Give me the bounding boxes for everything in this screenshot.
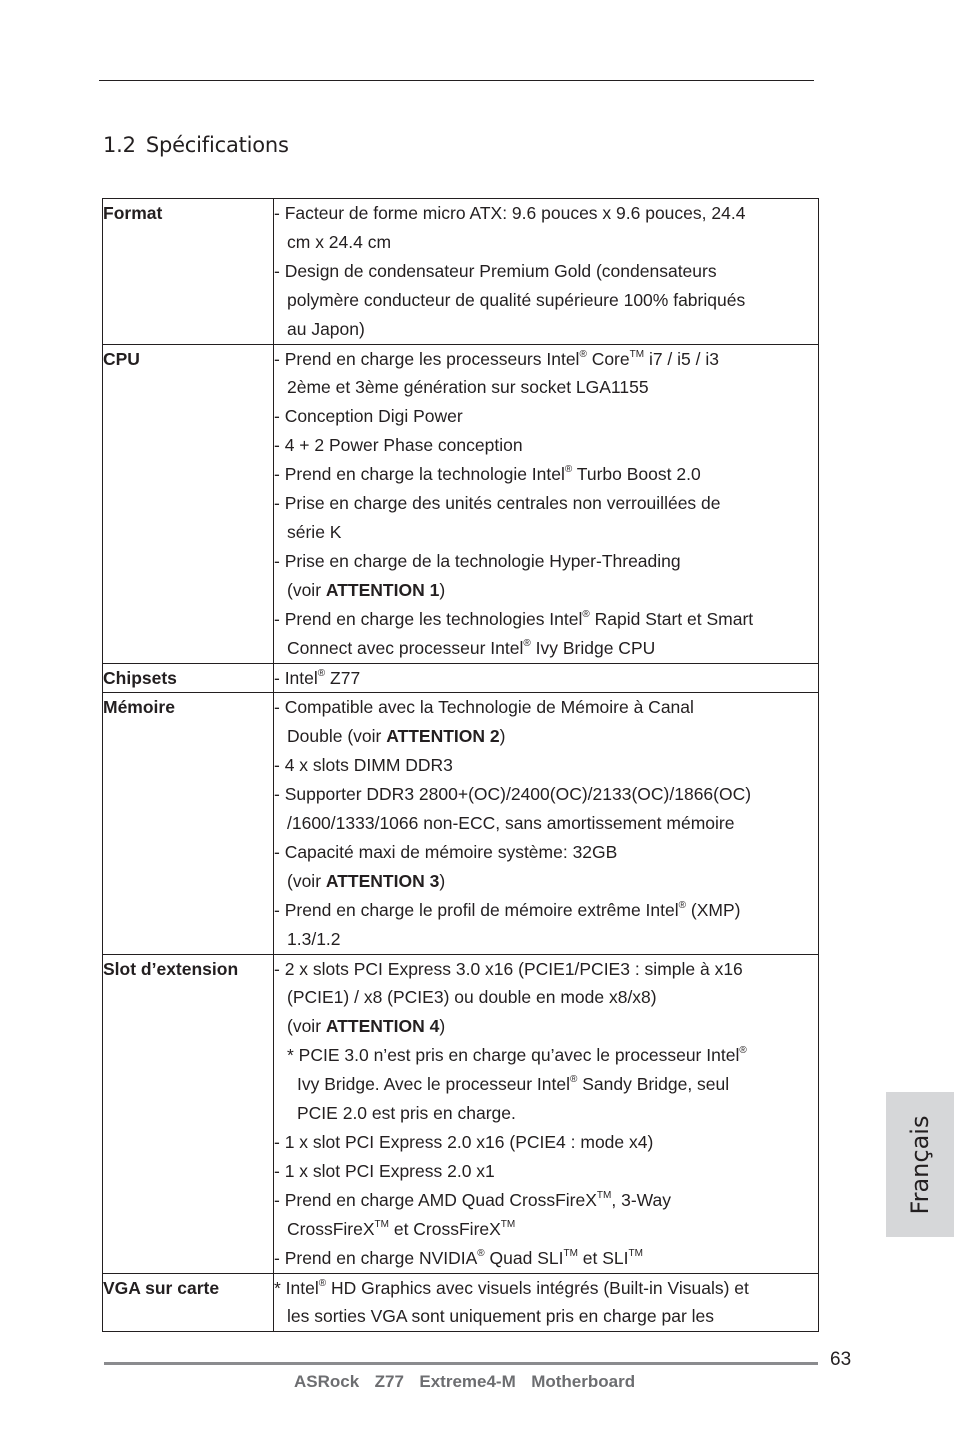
spec-line — [274, 1215, 818, 1244]
spec-line — [274, 547, 818, 576]
spec-line — [274, 576, 818, 605]
footer-rule — [104, 1362, 818, 1365]
spec-text: - Prend en charge les technologies Intel — [274, 608, 583, 629]
section-number: 1.2 — [103, 133, 136, 157]
spec-text: - Prend en charge les processeurs Intel — [274, 348, 580, 369]
spec-text: - Prend en charge le profil de mémoire extrême Intel — [274, 899, 679, 920]
spec-line — [274, 925, 818, 954]
spec-line — [274, 1244, 818, 1273]
spec-label: CPU — [103, 344, 274, 663]
spec-row — [103, 344, 819, 663]
spec-text: - Prend en charge la technologie Intel — [274, 464, 565, 485]
superscript-mark: TM — [563, 1247, 578, 1259]
spec-line — [274, 315, 818, 344]
page-number: 63 — [830, 1349, 852, 1370]
spec-line — [274, 780, 818, 809]
spec-line — [274, 1157, 818, 1186]
superscript-mark: ® — [564, 464, 573, 476]
spec-text: et SLI — [577, 1247, 629, 1268]
spec-text: - Compatible avec la Technologie de Mémoire à Canal — [274, 697, 694, 718]
spec-line — [274, 838, 818, 867]
spec-content — [274, 663, 819, 693]
top-rule — [99, 80, 814, 81]
spec-text: Core — [586, 348, 630, 369]
spec-text: * Intel — [274, 1277, 319, 1298]
spec-content — [274, 693, 819, 954]
spec-text: au Japon) — [287, 318, 365, 339]
spec-text: - 4 + 2 Power Phase conception — [274, 435, 523, 456]
spec-text: Connect avec processeur Intel — [287, 637, 524, 658]
spec-text: - Prend en charge NVIDIA — [274, 1247, 478, 1268]
spec-text: ) — [499, 726, 506, 747]
spec-text: ) — [439, 579, 446, 600]
spec-text: ) — [439, 1016, 446, 1037]
spec-line — [274, 518, 818, 547]
spec-line — [274, 489, 818, 518]
superscript-mark: TM — [629, 348, 645, 360]
spec-line — [274, 1274, 818, 1303]
spec-text: CrossFireX — [287, 1218, 375, 1239]
emphasis-text: ATTENTION 4 — [325, 1016, 440, 1037]
spec-text: - Prise en charge de la technologie Hyper-Threading — [274, 550, 681, 571]
superscript-mark: TM — [374, 1218, 389, 1230]
spec-content — [274, 344, 819, 663]
spec-line — [274, 751, 818, 780]
spec-row — [103, 954, 819, 1273]
superscript-mark: ® — [477, 1247, 485, 1259]
superscript-mark: ® — [582, 608, 590, 620]
spec-line — [274, 1186, 818, 1215]
spec-line — [274, 1302, 818, 1331]
spec-text: - Facteur de forme micro ATX: 9.6 pouces x 9.6 pouces, 24.4 — [274, 203, 746, 223]
emphasis-text: ATTENTION 1 — [325, 579, 440, 600]
spec-line — [274, 1012, 818, 1041]
spec-content — [274, 954, 819, 1273]
spec-text: PCIE 2.0 est pris en charge. — [297, 1103, 516, 1124]
spec-text: Quad SLI — [484, 1247, 564, 1268]
spec-text: - 1 x slot PCI Express 2.0 x1 — [274, 1160, 495, 1181]
spec-text: et CrossFireX — [388, 1218, 501, 1239]
spec-text: Z77 — [325, 667, 361, 688]
spec-text: série K — [287, 521, 342, 542]
spec-label: Format — [103, 199, 274, 345]
spec-line — [274, 955, 818, 984]
spec-text: (XMP) — [686, 899, 741, 920]
spec-text: * PCIE 3.0 n’est pris en charge qu’avec le processeur Intel — [287, 1045, 740, 1066]
spec-line — [274, 605, 818, 634]
superscript-mark: TM — [596, 1189, 612, 1201]
spec-line — [274, 345, 818, 374]
spec-text: - Capacité maxi de mémoire système: 32GB — [274, 841, 618, 862]
spec-text: - Intel — [274, 667, 318, 688]
spec-text: Turbo Boost 2.0 — [572, 464, 701, 485]
spec-text: , 3-Way — [611, 1189, 672, 1210]
spec-line — [274, 1099, 818, 1128]
spec-text: /1600/1333/1066 non-ECC, sans amortissement mémoire — [287, 813, 735, 834]
spec-text: polymère conducteur de qualité supérieure 100% fabriqués — [287, 289, 746, 310]
spec-row — [103, 199, 819, 345]
spec-text: i7 / i5 / i3 — [644, 348, 719, 369]
spec-content — [274, 199, 819, 345]
spec-row — [103, 663, 819, 693]
spec-text: Sandy Bridge, seul — [577, 1074, 730, 1095]
footer-title: ASRock Z77 Extreme4-M Motherboard — [294, 1372, 636, 1391]
spec-text: Double (voir — [287, 726, 387, 747]
superscript-mark: ® — [318, 1277, 327, 1289]
specifications-table — [102, 198, 819, 1332]
spec-text: - Design de condensateur Premium Gold (condensateurs — [274, 260, 717, 281]
spec-label: Chipsets — [103, 663, 274, 693]
spec-line — [274, 867, 818, 896]
superscript-mark: ® — [678, 899, 687, 911]
spec-line — [274, 460, 818, 489]
superscript-mark: ® — [317, 667, 326, 679]
language-tab — [886, 1092, 954, 1237]
spec-line — [274, 199, 818, 228]
spec-text: Rapid Start et Smart — [589, 608, 754, 629]
spec-label: VGA sur carte — [103, 1273, 274, 1332]
emphasis-text: ATTENTION 2 — [386, 726, 500, 747]
section-title-text: Spécifications — [145, 133, 289, 157]
spec-line — [274, 373, 818, 402]
spec-text: - Conception Digi Power — [274, 406, 463, 427]
spec-line — [274, 402, 818, 431]
spec-line — [274, 693, 818, 722]
spec-text: - Prend en charge AMD Quad CrossFireX — [274, 1189, 597, 1210]
spec-text: (PCIE1) / x8 (PCIE3) ou double en mode x8/x8) — [287, 987, 657, 1008]
superscript-mark: ® — [570, 1074, 578, 1086]
spec-text: (voir — [287, 870, 326, 891]
spec-line — [274, 286, 818, 315]
superscript-mark: TM — [500, 1218, 516, 1230]
spec-line — [274, 983, 818, 1012]
spec-line — [274, 228, 818, 257]
spec-content — [274, 1273, 819, 1332]
spec-text: 1.3/1.2 — [287, 928, 341, 949]
spec-text: - 1 x slot PCI Express 2.0 x16 (PCIE4 : mode x4) — [274, 1132, 654, 1152]
superscript-mark: ® — [523, 637, 531, 649]
spec-text: - 2 x slots PCI Express 3.0 x16 (PCIE1/PCIE3 : simple à x16 — [274, 958, 743, 979]
spec-line — [274, 722, 818, 751]
spec-line — [274, 664, 818, 693]
spec-text: (voir — [287, 1016, 326, 1037]
spec-text: - Supporter DDR3 2800+(OC)/2400(OC)/2133(OC)/1866(OC) — [274, 784, 752, 805]
superscript-mark: ® — [739, 1045, 747, 1057]
spec-text: les sorties VGA sont uniquement pris en charge par les — [287, 1306, 715, 1327]
spec-line — [274, 809, 818, 838]
spec-label: Slot d’extension — [103, 954, 274, 1273]
section-title — [103, 133, 289, 157]
spec-line — [274, 431, 818, 460]
superscript-mark: TM — [628, 1247, 643, 1259]
spec-row — [103, 693, 819, 954]
spec-line — [274, 1070, 818, 1099]
spec-line — [274, 1041, 818, 1070]
language-tab-label: Français — [906, 1115, 934, 1214]
spec-line — [274, 257, 818, 286]
spec-text: 2ème et 3ème génération sur socket LGA1155 — [287, 377, 649, 398]
spec-line — [274, 634, 818, 663]
spec-line — [274, 1128, 818, 1157]
spec-text: (voir — [287, 579, 326, 600]
spec-row — [103, 1273, 819, 1332]
spec-label: Mémoire — [103, 693, 274, 954]
spec-line — [274, 896, 818, 925]
spec-text: Ivy Bridge. Avec le processeur Intel — [297, 1074, 571, 1095]
emphasis-text: ATTENTION 3 — [325, 870, 440, 891]
superscript-mark: ® — [579, 348, 587, 360]
spec-text: HD Graphics avec visuels intégrés (Built-in Visuals) et — [326, 1277, 749, 1298]
spec-text: Ivy Bridge CPU — [530, 637, 656, 658]
spec-text: cm x 24.4 cm — [287, 231, 392, 252]
spec-text: - Prise en charge des unités centrales non verrouillées de — [274, 493, 721, 514]
spec-text: - 4 x slots DIMM DDR3 — [274, 755, 453, 776]
spec-text: ) — [439, 870, 446, 891]
